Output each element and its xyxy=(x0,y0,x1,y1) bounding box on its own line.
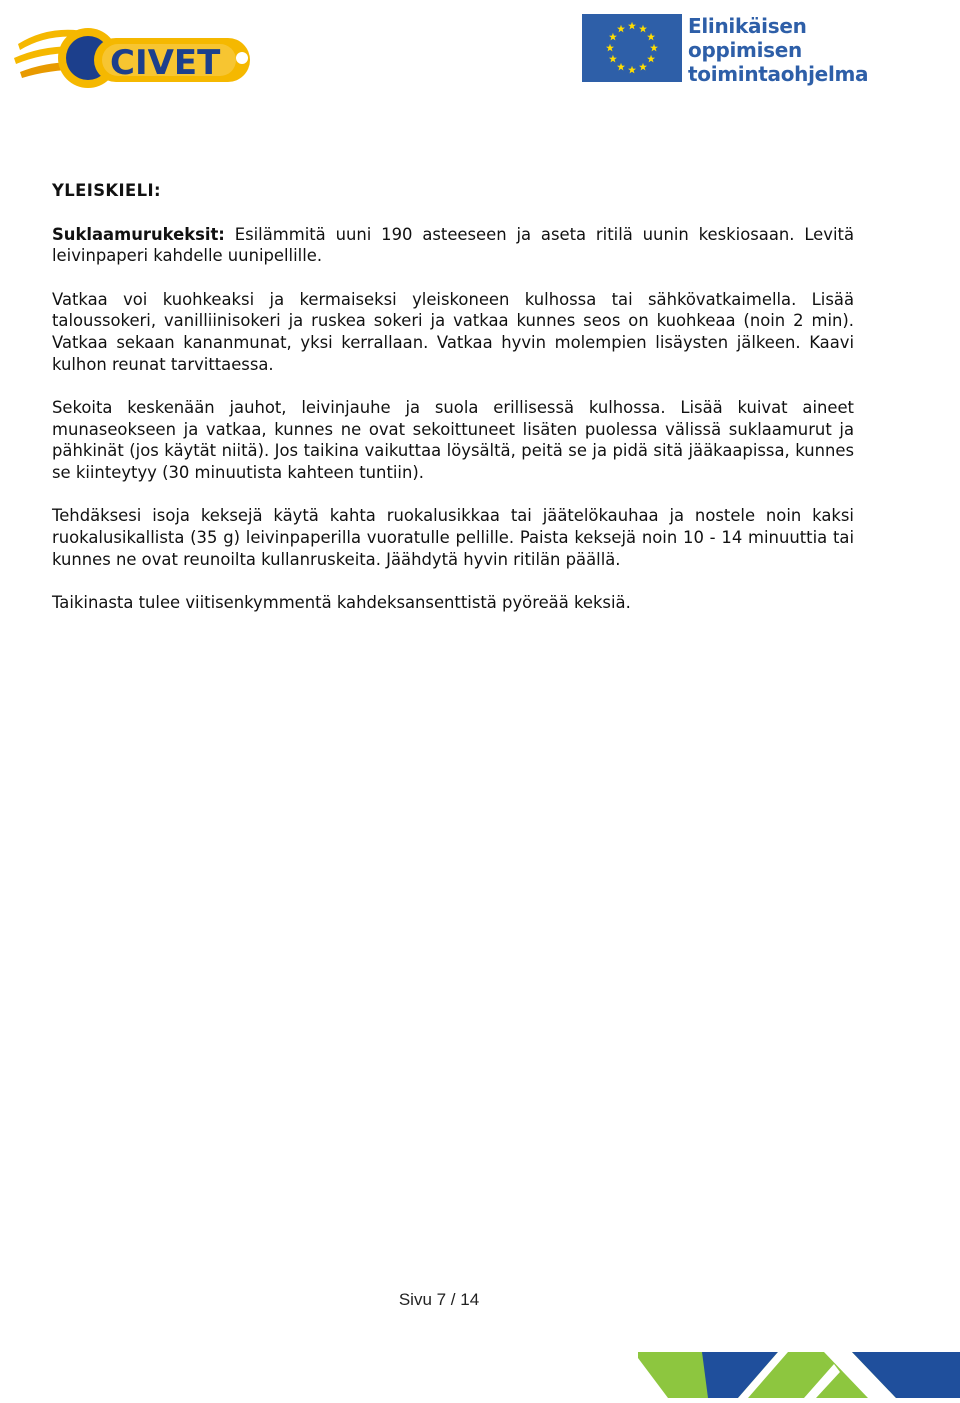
paragraph-1-text: Esilämmitä uuni 190 asteeseen ja aseta ritilä uunin keskiosaan. Levitä leivinpaperi kahdelle uunipellille. xyxy=(52,224,854,266)
paragraph-5: Taikinasta tulee viitisenkymmentä kahdeksansenttistä pyöreää keksiä. xyxy=(52,592,631,612)
eu-logo-text xyxy=(688,14,868,86)
eu-flag-icon xyxy=(582,14,682,82)
footer-decorative-band xyxy=(638,1350,960,1398)
paragraph-4: Tehdäksesi isoja keksejä käytä kahta ruokalusikkaa tai jäätelökauhaa ja nostele noin kaksi ruokalusikallista (35 g) leivinpaperilla vuoratulle pellille. Paista keksejä noin 10 - 14 minuuttia tai kunnes ne ovat reunoilta kullanruskeita. Jäähdytä hyvin ritilän päällä. xyxy=(52,506,854,569)
eu-logo-line-3: toimintaohjelma xyxy=(688,62,869,86)
page-number: Sivu 7 / 14 xyxy=(398,1290,480,1309)
section-heading: YLEISKIELI: xyxy=(52,181,161,200)
civet-logo xyxy=(10,14,255,94)
eu-logo-line-2: oppimisen xyxy=(688,38,802,62)
paragraph-1 xyxy=(52,224,854,267)
paragraph-3: Sekoita keskenään jauhot, leivinjauhe ja suola erillisessä kulhossa. Lisää kuivat aineet munaseokseen ja vatkaa, kunnes ne ovat sekoittuneet lisäten puolessa välissä suklaamurut ja pähkinät (jos käytät niitä). Jos taikina vaikuttaa löysältä, peitä se ja pidä sitä jääkaapissa, kunnes se kiinteytyy (30 minuutista kahteen tuntiin). xyxy=(52,397,854,483)
civet-logo-text: CIVET xyxy=(110,43,221,83)
eu-programme-logo xyxy=(582,14,869,86)
eu-logo-line-1: Elinikäisen xyxy=(688,14,807,38)
paragraph-2: Vatkaa voi kuohkeaksi ja kermaiseksi yleiskoneen kulhossa tai sähkövatkaimella. Lisää taloussokeri, vanilliinisokeri ja ruskea sokeri ja vatkaa kunnes seos on kuohkeaa (noin 2 min). Vatkaa sekaan kananmunat, yksi kerrallaan. Vatkaa hyvin molempien lisäysten jälkeen. Kaavi kulhon reunat tarvittaessa. xyxy=(52,289,854,374)
paragraph-1-lead: Suklaamurukeksit: xyxy=(52,224,225,244)
document-body xyxy=(52,180,854,635)
